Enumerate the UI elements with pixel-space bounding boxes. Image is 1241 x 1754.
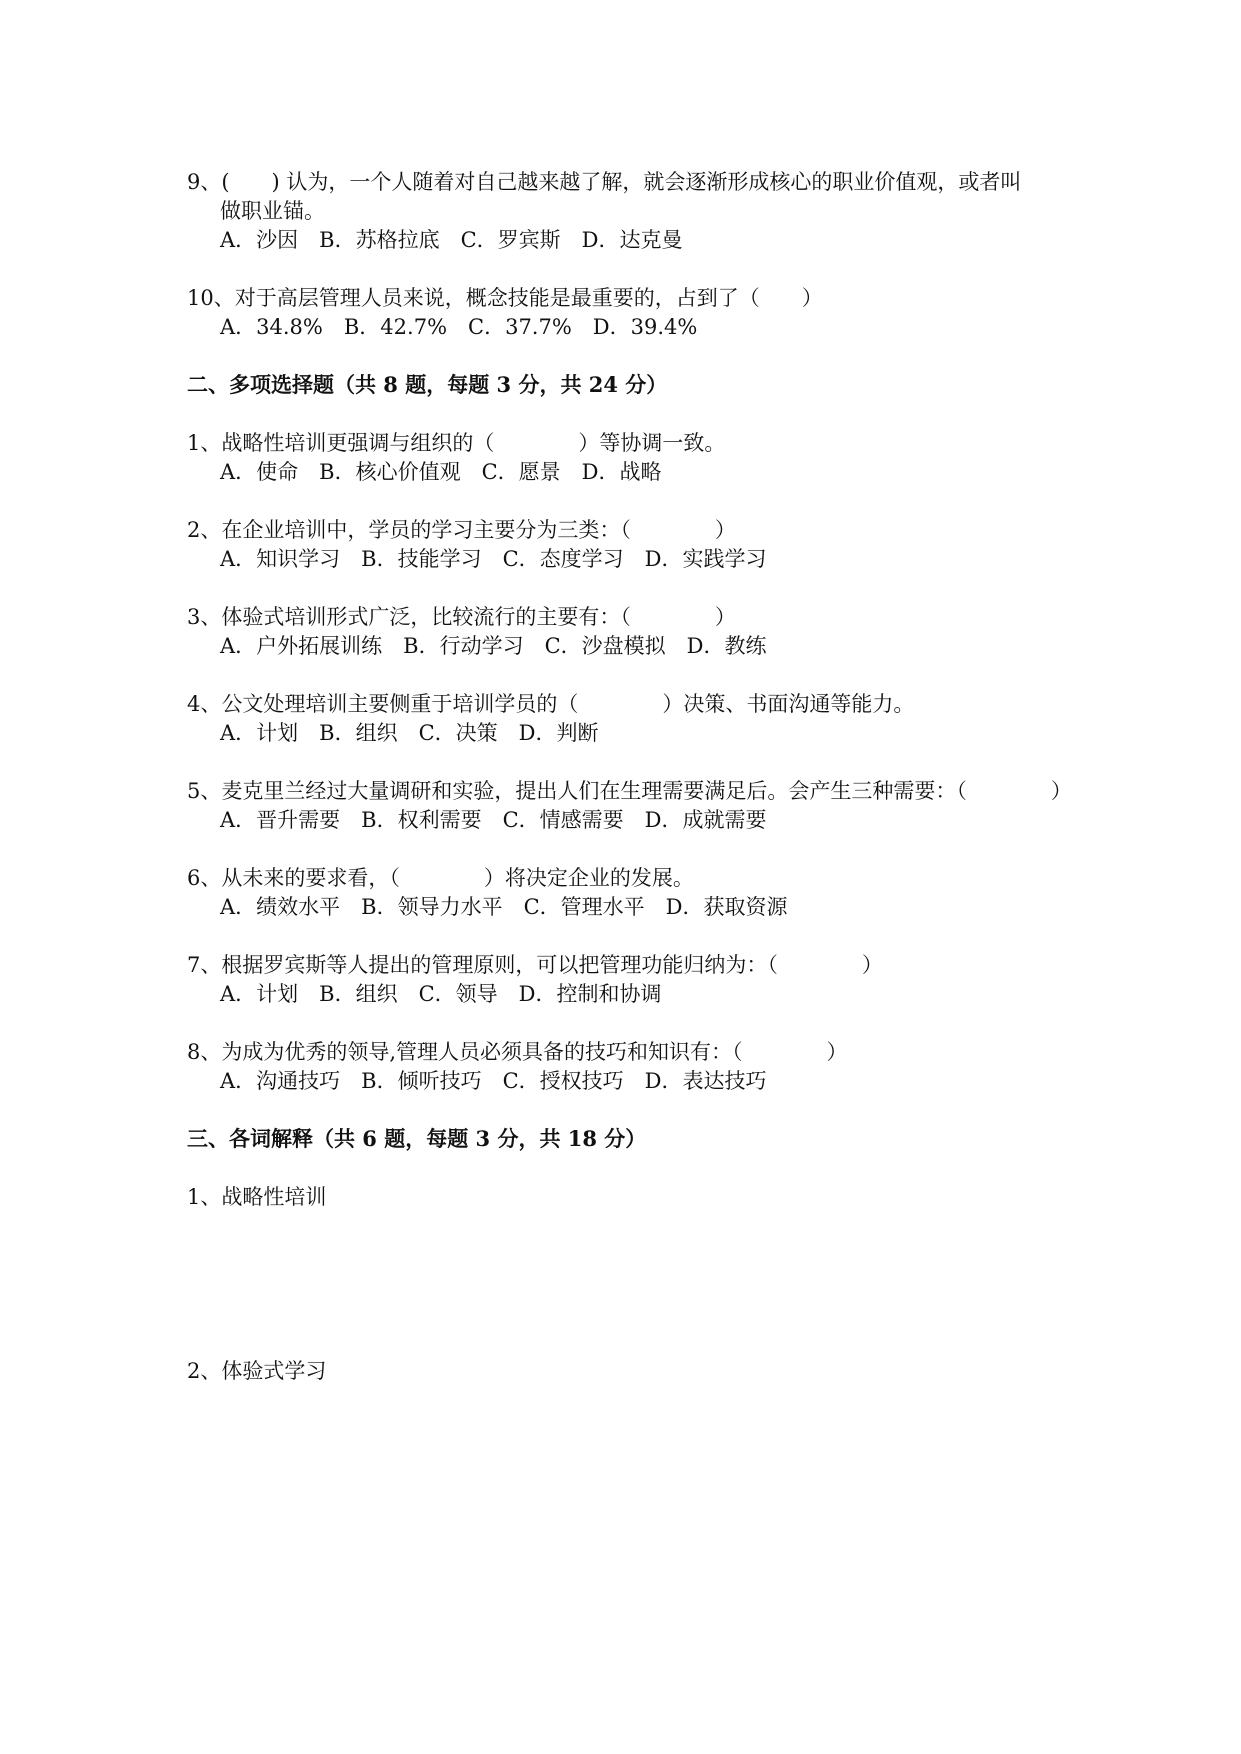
s2-question-8-options: A．沟通技巧 B．倾听技巧 C．授权技巧 D．表达技巧 bbox=[220, 1069, 767, 1093]
s2-question-6-options: A．绩效水平 B．领导力水平 C．管理水平 D．获取资源 bbox=[220, 895, 788, 919]
question-9-text-cont: 做职业锚。 bbox=[220, 199, 325, 223]
s3-term-2: 2、体验式学习 bbox=[187, 1359, 327, 1383]
question-9-text: 9、( ) 认为，一个人随着对自己越来越了解，就会逐渐形成核心的职业价值观，或者叫 bbox=[187, 170, 1022, 194]
s2-question-3-options: A．户外拓展训练 B．行动学习 C．沙盘模拟 D．教练 bbox=[220, 634, 767, 658]
section-3-title: 三、各词解释（共 6 题，每题 3 分，共 18 分） bbox=[187, 1126, 647, 1151]
s2-question-4-text: 4、公文处理培训主要侧重于培训学员的（ ）决策、书面沟通等能力。 bbox=[187, 692, 915, 716]
s2-question-7-options: A．计划 B．组织 C．领导 D．控制和协调 bbox=[220, 982, 662, 1006]
question-9-options: A．沙因 B．苏格拉底 C．罗宾斯 D．达克曼 bbox=[220, 228, 683, 252]
question-10-options: A．34.8% B．42.7% C．37.7% D．39.4% bbox=[220, 315, 698, 339]
s2-question-7-text: 7、根据罗宾斯等人提出的管理原则，可以把管理功能归纳为：（ ） bbox=[187, 953, 883, 977]
s3-term-1: 1、战略性培训 bbox=[187, 1185, 327, 1209]
s2-question-2-options: A．知识学习 B．技能学习 C．态度学习 D．实践学习 bbox=[220, 547, 767, 571]
s2-question-5-text: 5、麦克里兰经过大量调研和实验，提出人们在生理需要满足后。会产生三种需要：（ ） bbox=[187, 779, 1072, 803]
section-2-title: 二、多项选择题（共 8 题，每题 3 分，共 24 分） bbox=[187, 372, 668, 397]
s2-question-4-options: A．计划 B．组织 C．决策 D．判断 bbox=[220, 721, 599, 745]
question-10-text: 10、对于高层管理人员来说，概念技能是最重要的，占到了（ ） bbox=[187, 286, 823, 310]
s2-question-6-text: 6、从未来的要求看，（ ）将决定企业的发展。 bbox=[187, 866, 694, 890]
s2-question-1-options: A．使命 B．核心价值观 C．愿景 D．战略 bbox=[220, 460, 662, 484]
s2-question-8-text: 8、为成为优秀的领导,管理人员必须具备的技巧和知识有：（ ） bbox=[187, 1040, 848, 1064]
s2-question-1-text: 1、战略性培训更强调与组织的（ ）等协调一致。 bbox=[187, 431, 726, 455]
s2-question-2-text: 2、在企业培训中，学员的学习主要分为三类：（ ） bbox=[187, 518, 736, 542]
s2-question-3-text: 3、体验式培训形式广泛，比较流行的主要有：（ ） bbox=[187, 605, 736, 629]
s2-question-5-options: A．晋升需要 B．权利需要 C．情感需要 D．成就需要 bbox=[220, 808, 767, 832]
